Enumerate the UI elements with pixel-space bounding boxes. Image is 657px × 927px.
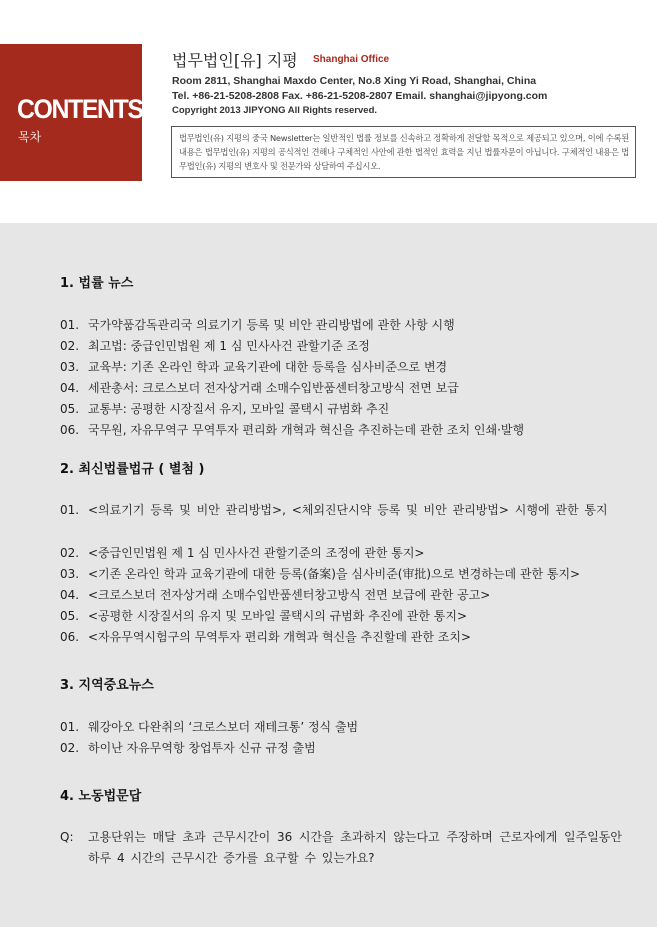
toc-item: [60, 606, 622, 627]
item-number: 06.: [60, 423, 80, 437]
section-title: 4. 노동법문답: [60, 789, 142, 804]
toc-item: [60, 399, 622, 420]
item-text: <의료기기 등록 및 비안 관리방법>, <체외진단시약 등록 및 비안 관리방법> 시행에 관한 통지: [88, 503, 608, 517]
toc-item: [60, 336, 622, 357]
item-number: 02.: [60, 546, 80, 560]
item-text: <자유무역시험구의 무역투자 편리화 개혁과 혁신을 추진할데 관한 조치>: [88, 630, 471, 644]
item-number: 03.: [60, 360, 80, 374]
item-number: 02.: [60, 741, 80, 755]
item-number: 05.: [60, 402, 80, 416]
disclaimer-box: 법무법인(유) 지평의 중국 Newsletter는 일반적인 법률 정보를 신속하고 정확하게 전달할 목적으로 제공되고 있으며, 이에 수록된 내용은 법무법인(유) 지평의 공식적인 견해나 구체적인 사안에 관한 법적인 효력을 지닌 법률자문이 아닙니다. 구체적인 내용은 법무법인(유) 지평의 변호사 및 전문가와 상담하여 주십시오.: [171, 126, 636, 178]
toc-item: [60, 717, 622, 738]
toc-item: [60, 585, 622, 606]
item-number: 04.: [60, 588, 80, 602]
item-text: <중급인민법원 제 1 심 민사사건 관할기준의 조정에 관한 통지>: [88, 546, 425, 560]
item-number: 03.: [60, 567, 80, 581]
contents-banner: [0, 44, 142, 181]
toc-item: [60, 357, 622, 378]
item-number: 06.: [60, 630, 80, 644]
item-text: 교육부: 기존 온라인 학과 교육기관에 대한 등록을 심사비준으로 변경: [88, 360, 448, 374]
item-text: 최고법: 중급인민법원 제 1 심 민사사건 관할기준 조정: [88, 339, 370, 353]
toc-item: [60, 738, 622, 759]
item-number: 01.: [60, 503, 80, 517]
firm-name: 법무법인[유] 지평: [172, 51, 298, 70]
item-text: <크로스보더 전자상거래 소매수입반품센터창고방식 전면 보급에 관한 공고>: [88, 588, 491, 602]
contents-title: CONTENTS: [17, 94, 143, 124]
toc-item: [60, 564, 622, 585]
copyright-line: Copyright 2013 JIPYONG All Rights reserved.: [172, 105, 378, 116]
item-number: 01.: [60, 720, 80, 734]
item-text: 국가약품감독관리국 의료기기 등록 및 비안 관리방법에 관한 사항 시행: [88, 318, 455, 332]
item-number: 04.: [60, 381, 80, 395]
contact-line: Tel. +86-21-5208-2808 Fax. +86-21-5208-2807 Email. shanghai@jipyong.com: [172, 90, 548, 102]
toc-item: [60, 315, 622, 336]
item-number: 01.: [60, 318, 80, 332]
question-text: 고용단위는 매달 초과 근무시간이 36 시간을 초과하지 않는다고 주장하며 근로자에게 일주일동안 하루 4 시간의 근무시간 증가를 요구할 수 있는가요?: [88, 830, 622, 865]
section-title: 2. 최신법률법규 ( 별첨 ): [60, 462, 205, 477]
item-text: 교통부: 공평한 시장질서 유지, 모바일 콜택시 규범화 추진: [88, 402, 390, 416]
item-text: 웨강아오 다완취의 ‘크로스보더 재테크통’ 정식 출범: [88, 720, 359, 734]
item-number: 05.: [60, 609, 80, 623]
item-text: 하이난 자유무역항 창업투자 신규 규정 출범: [88, 741, 316, 755]
item-text: 국무원, 자유무역구 무역투자 편리화 개혁과 혁신을 추진하는데 관한 조치 인쇄·발행: [88, 423, 525, 437]
office-name: Shanghai Office: [313, 54, 390, 65]
toc-item: [60, 500, 622, 521]
question-label: Q:: [60, 830, 74, 844]
item-text: <기존 온라인 학과 교육기관에 대한 등록(备案)을 심사비준(审批)으로 변경하는데 관한 통지>: [88, 567, 581, 581]
qa-item: [60, 827, 622, 869]
section-title: 1. 법률 뉴스: [60, 276, 134, 291]
header: [0, 0, 657, 223]
item-text: 세관총서: 크로스보더 전자상거래 소매수입반품센터창고방식 전면 보급: [88, 381, 459, 395]
item-text: <공평한 시장질서의 유지 및 모바일 콜택시의 규범화 추진에 관한 통지>: [88, 609, 468, 623]
toc-item: [60, 378, 622, 399]
section-title: 3. 지역중요뉴스: [60, 678, 154, 693]
address-line: Room 2811, Shanghai Maxdo Center, No.8 Xing Yi Road, Shanghai, China: [172, 75, 537, 87]
toc-item: [60, 420, 622, 441]
item-number: 02.: [60, 339, 80, 353]
toc-item: [60, 627, 622, 648]
toc-item: [60, 543, 622, 564]
contents-subtitle: 목차: [18, 130, 42, 144]
